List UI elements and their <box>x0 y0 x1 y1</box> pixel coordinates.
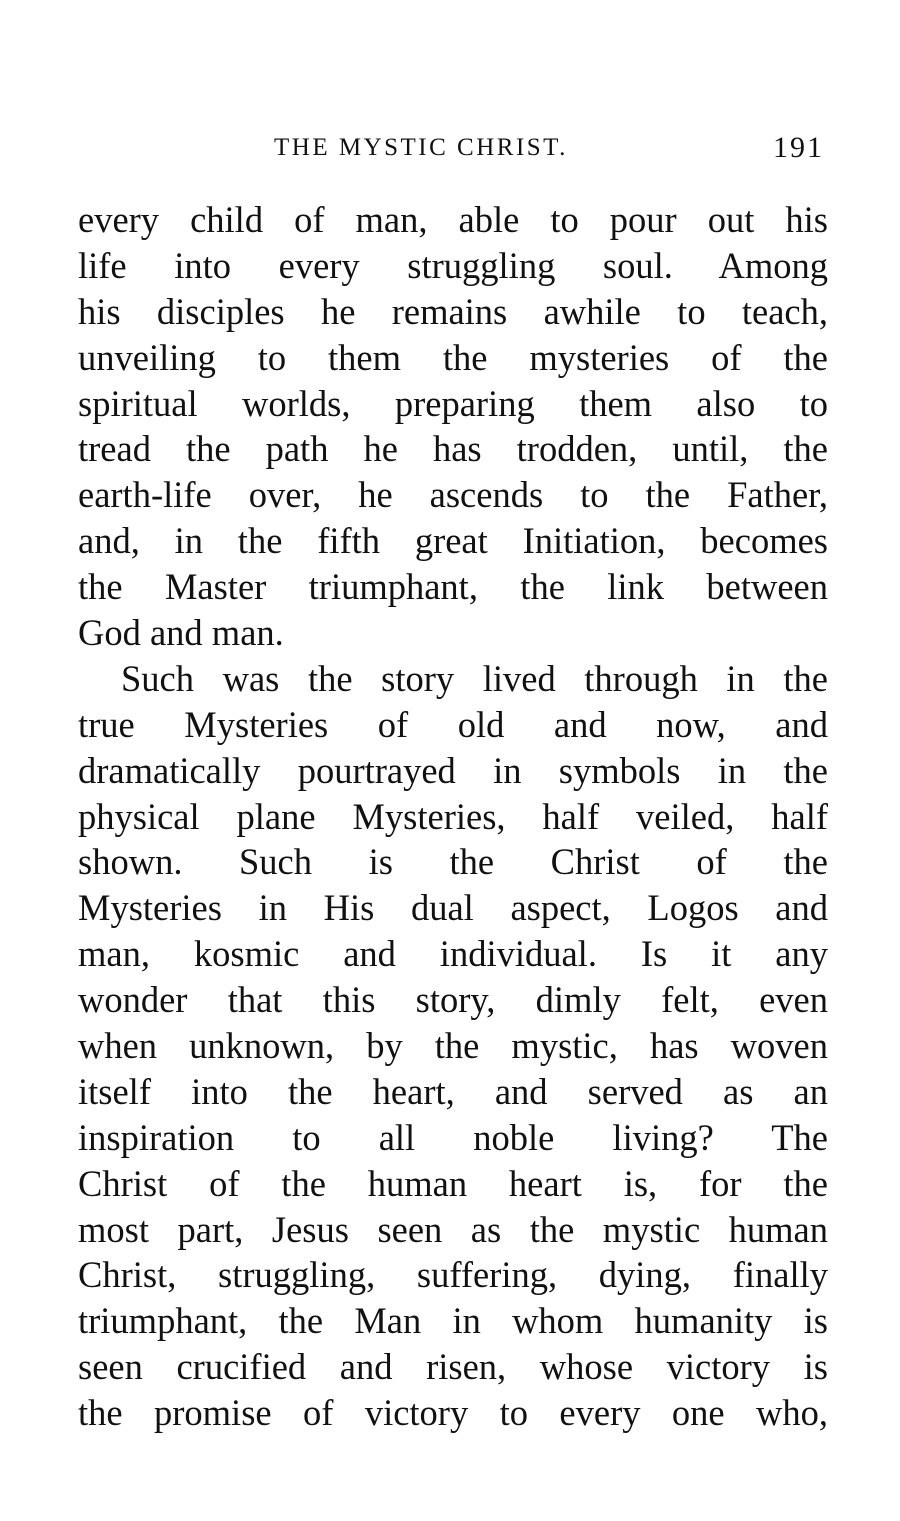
text-line: spiritual worlds, preparing them also to <box>78 382 828 424</box>
text-line: inspiration to all noble living? The <box>78 1116 828 1158</box>
text-line: dramatically pourtrayed in symbols in the <box>78 749 828 791</box>
text-line: itself into the heart, and served as an <box>78 1070 828 1112</box>
body-text <box>78 197 828 1436</box>
text-line: God and man. <box>78 612 284 654</box>
text-line: true Mysteries of old and now, and <box>78 703 828 745</box>
text-line: and, in the fifth great Initiation, becomes <box>78 520 828 562</box>
text-line: most part, Jesus seen as the mystic human <box>78 1208 828 1250</box>
text-line: Such was the story lived through in the <box>121 657 828 699</box>
page-number: 191 <box>773 131 824 164</box>
text-line: shown. Such is the Christ of the <box>78 841 828 883</box>
text-line: when unknown, by the mystic, has woven <box>78 1025 828 1067</box>
text-line: life into every struggling soul. Among <box>78 244 828 286</box>
text-line: physical plane Mysteries, half veiled, half <box>78 795 828 837</box>
running-title: THE MYSTIC CHRIST. <box>274 134 568 161</box>
paragraph-1 <box>78 197 828 656</box>
text-line: Mysteries in His dual aspect, Logos and <box>78 887 828 929</box>
text-line: his disciples he remains awhile to teach, <box>78 290 828 332</box>
text-line: unveiling to them the mysteries of the <box>78 336 828 378</box>
text-line: seen crucified and risen, whose victory is <box>78 1346 828 1388</box>
text-line: wonder that this story, dimly felt, even <box>78 979 828 1021</box>
text-line: man, kosmic and individual. Is it any <box>78 933 828 975</box>
text-line: Christ of the human heart is, for the <box>78 1162 828 1204</box>
text-line: triumphant, the Man in whom humanity is <box>78 1300 828 1342</box>
paragraph-2 <box>78 656 828 1436</box>
text-line: the promise of victory to every one who, <box>78 1392 828 1434</box>
text-line: Christ, struggling, suffering, dying, finally <box>78 1254 828 1296</box>
text-line: every child of man, able to pour out his <box>78 199 828 240</box>
text-line: earth-life over, he ascends to the Father, <box>78 474 828 516</box>
text-line: tread the path he has trodden, until, the <box>78 428 828 470</box>
text-line: the Master triumphant, the link between <box>78 566 828 608</box>
page-header <box>78 128 828 168</box>
